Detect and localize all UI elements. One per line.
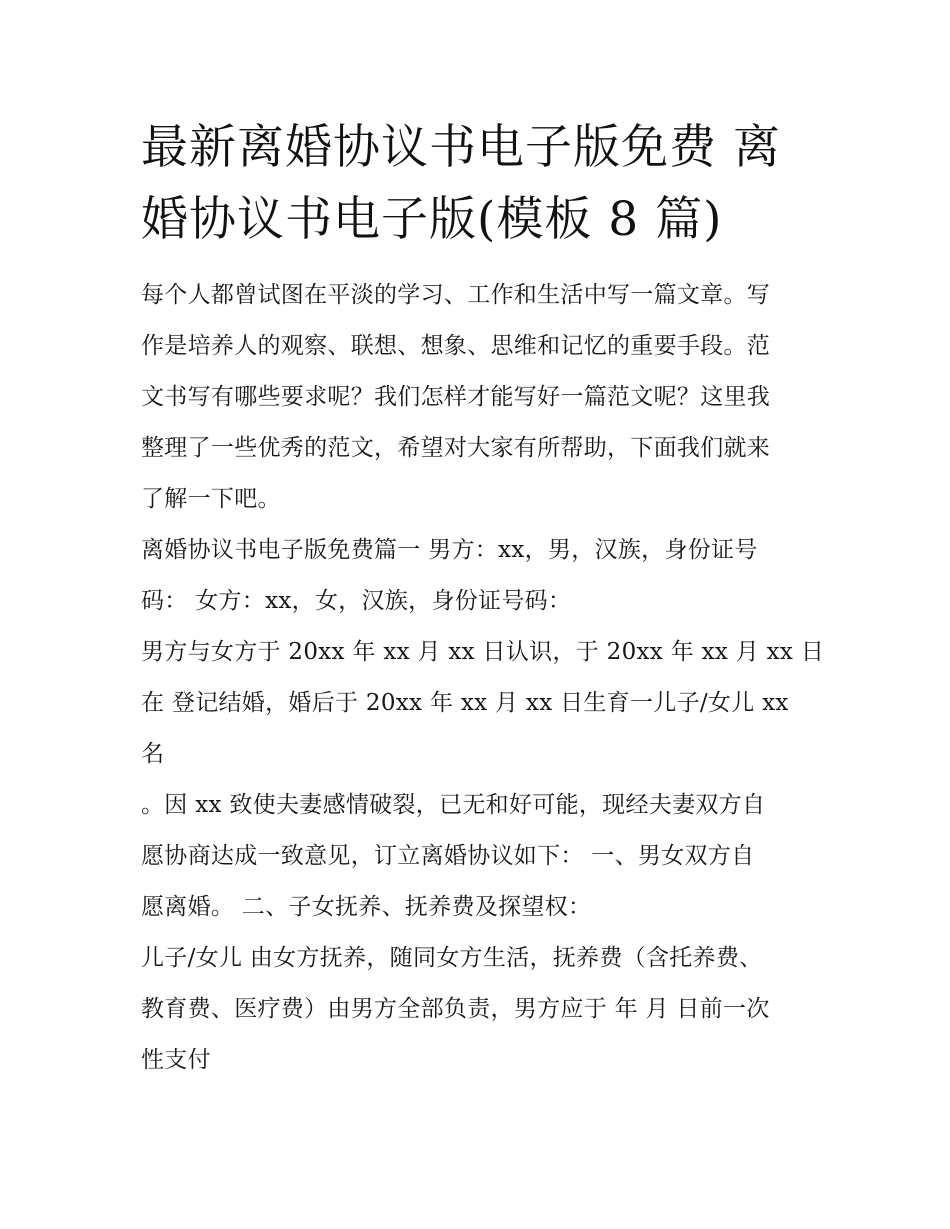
document-body [141, 270, 825, 1086]
paragraph-intro [141, 270, 813, 525]
text-line: 名 [141, 741, 165, 767]
text-line: 整理了一些优秀的范文，希望对大家有所帮助，下面我们就来 [141, 435, 771, 461]
text-line: 性支付 [141, 1047, 211, 1073]
text-line: 。因 xx 致使夫妻感情破裂，已无和好可能，现经夫妻双方自 [141, 792, 766, 818]
paragraph-marriage [141, 627, 825, 780]
document-title [141, 112, 813, 256]
text-line: 男方与女方于 20xx 年 xx 月 xx 日认识，于 20xx 年 xx 月 xx 日 [141, 639, 825, 665]
text-line: 愿离婚。 二、子女抚养、抚养费及探望权： [141, 894, 592, 920]
text-line: 愿协商达成一致意见，订立离婚协议如下： 一、男女双方自 [141, 843, 755, 869]
text-line: 每个人都曾试图在平淡的学习、工作和生活中写一篇文章。写 [141, 282, 771, 308]
text-line: 码： 女方：xx，女，汉族，身份证号码： [141, 588, 572, 614]
paragraph-custody [141, 933, 813, 1086]
text-line: 离婚协议书电子版免费篇一 男方：xx，男，汉族，身份证号 [141, 537, 758, 563]
document-page [141, 112, 825, 1086]
text-line: 在 登记结婚，婚后于 20xx 年 xx 月 xx 日生育一儿子/女儿 xx [141, 690, 789, 716]
text-line: 了解一下吧。 [141, 486, 281, 512]
title-line-2: 婚协议书电子版(模板 8 篇) [141, 192, 723, 247]
paragraph-parties [141, 525, 813, 627]
text-line: 教育费、医疗费）由男方全部负责，男方应于 年 月 日前一次 [141, 996, 770, 1022]
paragraph-agreement [141, 780, 813, 933]
title-line-1: 最新离婚协议书电子版免费 离 [141, 120, 781, 175]
text-line: 作是培养人的观察、联想、想象、思维和记忆的重要手段。范 [141, 333, 771, 359]
text-line: 文书写有哪些要求呢？我们怎样才能写好一篇范文呢？这里我 [141, 384, 771, 410]
text-line: 儿子/女儿 由女方抚养，随同女方生活，抚养费（含托养费、 [141, 945, 763, 971]
